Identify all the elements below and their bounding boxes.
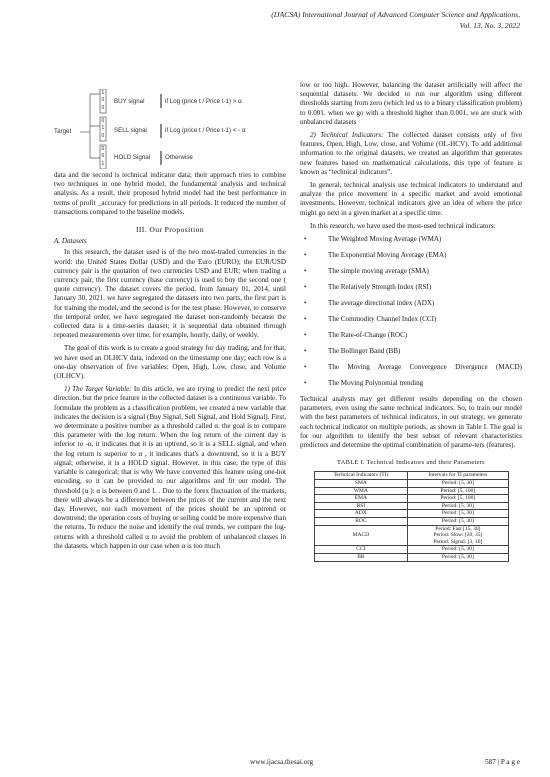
table-body (314, 480, 508, 562)
footer-url: www.ijacsa.thesai.org (250, 758, 314, 766)
table-cell: Period: [5, 30] (408, 554, 508, 562)
list-item: • The Relatively Strength Index (RSI) (300, 283, 522, 292)
technical-analysis-paragraph: In general, technical analysis use technical indicators to understand and analyze the price movement in a specific market and avoid emotional investments. However, technical indicators give an idea of where the price might go next in a given market at a specific time. (300, 181, 522, 217)
table-cell: Period: Fast [15, 30] Period: Slow: [20, 35] Period: Signal: [3, 10] (408, 525, 508, 546)
table-cell: EMA (314, 495, 408, 503)
table-row (314, 518, 508, 526)
hold-rule: Otherwise (165, 154, 193, 161)
indicator-list (300, 235, 522, 388)
subsection-heading-datasets: A. Datasets (54, 237, 87, 246)
table-row (314, 502, 508, 510)
running-header (271, 10, 520, 31)
table-cell: RSI (314, 502, 408, 510)
threshold-paragraph: low or too high. However, balancing the dataset artificially will affect the sequential datasets. We decided to run our algorithm using different thresholds starting from zero (which led us to a binary classification problem) to 0.001. when we go with a threshold higher than 0.001, we are stuck with unbalanced datasets (300, 81, 522, 126)
table-cell: Period: [5, 30] (408, 480, 508, 488)
table-cell: ADX (314, 510, 408, 518)
table-header-cell: Intervals for TI parameters (408, 472, 508, 480)
page-number: 587 | P a g e (485, 758, 520, 766)
buy-signal-label: BUY signal (114, 98, 145, 105)
section-heading-our-proposition: III. Our Proposition (135, 225, 205, 235)
table-row (314, 554, 508, 562)
target-variable-diagram (52, 89, 292, 169)
parameters-paragraph: Technical analysts may get different results depending on the chosen parameters, even using the same technical indicators. So, to train our model with the best parameters of technical indicators, in our strategy, we generate each technical indicator on multiple periods, as shown in Table I. The goal is for our algorithm to identify the best subset of relevant characteristics predictors and determine the optimal combination of parame-ters (features). (300, 395, 522, 450)
target-variable-text: In this article, we are trying to predict the next price direction, but the price feature in the collected dataset is a continuous variable. To formulate the problem as a classification problem, we created a new variable that indicates the decision is a signal (Buy Signal, Sell Signal, and Hold Signal). First, we determinate a positive number as a threshold called α. the goal is to compare this parameter with the log return. When the log return of the current day is inferior to -α, it indicates that it is an uptrend, so it is a SELL signal, and when the log return is superior to α , it indicates that's a downtrend, so it is a BUY signal; otherwise, it is a HOLD signal. However, in this case, the type of this variable is categorical; that is why We have converted this feature using one-hot encoding, so it can be provided to our algorithms and fit our model. The threshold (α ): α is between 0 and 1. . Due to the forex fluctuation of the markets, there will always be a difference between the prices of the current and the next day. However, not each movement of the prices should be an uptrend or downtrend; the operation costs of buying or selling could be more expensive than the returns. To reduce the noise and identify the real trends, we compare the log-returns with a threshold called α to avoid the problem of unbalanced classes in the datasets, which happen in our case when α is too much (54, 385, 287, 550)
list-item: • The Exponential Moving Average (EMA) (300, 251, 522, 260)
table-cell: BB (314, 554, 408, 562)
sell-rule: if Log (price t / Price t-1) < - α (165, 127, 246, 134)
table-row (314, 487, 508, 495)
target-label: Target (54, 128, 72, 135)
datasets-paragraph: In this research, the dataset used is of the two most-traded currencies in the world: the United States Dollar (USD) and the Euro (EURO); the EUR/USD currency pair is the quotation of two currencies USD and EUR; when trading a currency pair, the first currency (base currency) is used to buy the second one ( quote currency). The dataset covers the period, from January 01, 2014, until January 30, 2021. we have segregated the datasets into two parts, the first part is for training the model, and the second is for the test phase. However, to conserve the temporal order, we have segregated the dataset non-randomly because the collected data is a time-series dataset; it is sequential data obtained through repeated measurements over time, for example, hourly, daily, or weekly. (54, 248, 286, 340)
table-header-row (314, 472, 508, 480)
table-row (314, 480, 508, 488)
table-header-cell: Technical Indicators (TI) (314, 472, 408, 480)
table-cell: CCI (314, 546, 408, 554)
list-item: • The Moving Average Convergence Divergence (MACD) (300, 363, 522, 372)
table-cell: Period: [5, 100] (408, 487, 508, 495)
table-cell: Period: [5, 100] (408, 495, 508, 503)
vector-hold: 0 0 1 (101, 146, 105, 167)
indicator-parameters-table (314, 471, 509, 561)
hold-signal-label: HOLD Signal (114, 154, 151, 161)
list-item: • The Commodity Channel Index (CCI) (300, 315, 522, 324)
list-item: • The Rate-of-Change (ROC) (300, 331, 522, 340)
list-item: • The Weighted Moving Average (WMA) (300, 235, 522, 244)
table-cell: SMA (314, 480, 408, 488)
table-cell: Period: [5, 30] (408, 546, 508, 554)
buy-rule: if Log (price t / Price t-1) > α (165, 98, 242, 105)
table-row (314, 510, 508, 518)
technical-indicators-paragraph (300, 131, 522, 177)
journal-volume: Vol. 13, No. 3, 2022 (459, 20, 520, 30)
sell-signal-label: SELL signal (114, 127, 147, 134)
indicators-intro-paragraph: In this research, we have used the most-used technical indicators: (310, 221, 496, 230)
left-column (54, 171, 286, 551)
technical-indicators-title: 2) Technical Indicators: (310, 131, 384, 140)
related-work-paragraph: data and the second is technical indicator data; their approach tries to combine two techniques in one hybrid model, the fundamental analysis and technical analysis. As a result, their proposed hybrid model had the best performance in terms of profit _accuracy for predictions in all periods. It reduced the number of transactions compared to the baseline models. (54, 171, 286, 216)
table-cell: Period: [5, 30] (408, 502, 508, 510)
table-cell: Period: [5, 30] (408, 510, 508, 518)
table-row (314, 495, 508, 503)
table-cell: ROC (314, 518, 408, 526)
technical-indicators-text: The collected dataset consists only of five features, Open, High, Low, close, and Volume (OL-HCV). To add additional information to the original datasets, we created an algorithm that generates new features based on mathematical calculations, this type of feature is known as “technical indicators”. (300, 131, 522, 176)
goal-paragraph: The goal of this work is to create a good strategy for day trading, and for that, we have used an OLHCV data, indexed on the timestamp one day; each row is a one-day observation of five variables: Open, High, Low, close, and Volume (OLHCV). (54, 344, 286, 381)
vector-buy: 1 0 0 (101, 90, 105, 111)
target-variable-title: 1) The Target Variable: (64, 385, 132, 394)
journal-name: (IJACSA) International Journal of Advanced Computer Science and Applications, (271, 10, 520, 19)
right-column (300, 81, 522, 562)
list-item: • The Moving Polynomial trending (300, 379, 522, 388)
list-item: • The average directional index (ADX) (300, 299, 522, 308)
table-cell: MACD (314, 525, 408, 546)
table-row (314, 546, 508, 554)
list-item: • The Bollinger Band (BB) (300, 347, 522, 356)
table-cell: Period: [5, 30] (408, 518, 508, 526)
table-row (314, 525, 508, 546)
vector-sell: 0 1 0 (101, 118, 105, 139)
target-variable-paragraph (54, 385, 286, 551)
table-cell: WMA (314, 487, 408, 495)
table-caption: TABLE I. Technical Indicators and their Parameters (337, 459, 485, 467)
list-item: • The simple moving average (SMA) (300, 267, 522, 276)
